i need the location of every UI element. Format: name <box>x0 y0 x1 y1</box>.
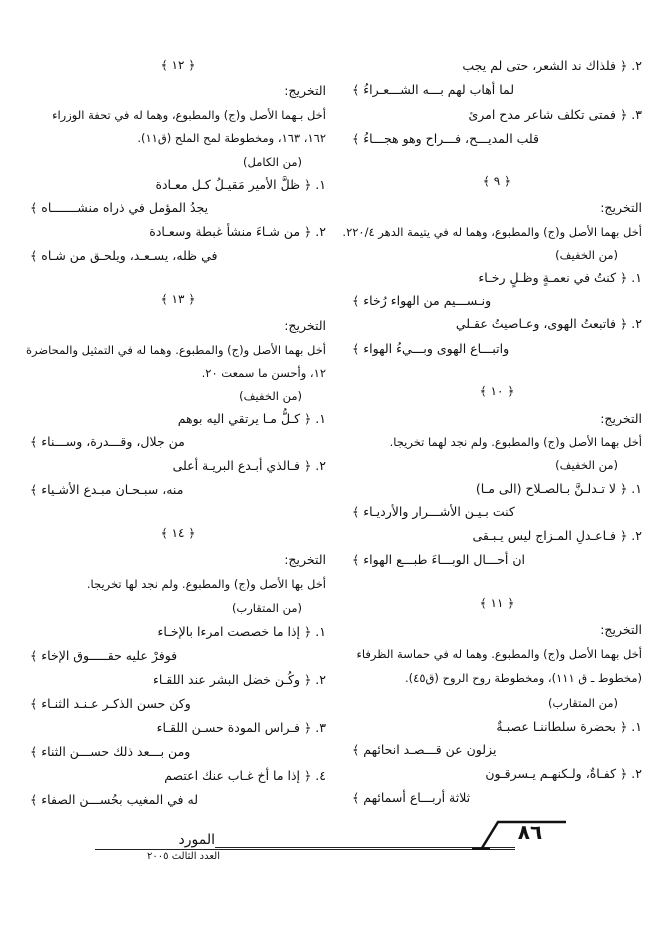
verse-second-hemistich: فوفرْ عليه حقـــــوق الإخاء ﴾ <box>30 648 178 663</box>
journal-title: المورد <box>178 832 215 848</box>
section-number: ﴿ ٩ ﴾ <box>482 174 512 188</box>
verse-second-hemistich: لما أهاب لهم بـــه الشـــعـراءُ ﴾ <box>352 82 515 97</box>
verse-first-hemistich: ١. ﴿ إذا ما خصصت امرءا بالإخـاء <box>157 624 326 639</box>
source-note: ١٦٢، ١٦٣، ومخطوطة لمح الملح (ق١١). <box>137 131 326 145</box>
verse-first-hemistich: ١. ﴿ كنتُ في نعمـةٍ وظـلٍ رخـاء <box>478 270 642 285</box>
footer-rule <box>95 849 515 850</box>
section-number: ﴿ ١٤ ﴾ <box>160 526 196 540</box>
source-note: أخل بها الأصل و(ج) والمطبوع. ولم نجد لها تخريجا. <box>86 577 326 591</box>
verse-first-hemistich: ٣. ﴿ فـراس المودة حسـن اللقـاء <box>156 720 326 735</box>
meter-label: (من المتقارب) <box>231 601 302 615</box>
issue-label: العدد الثالث ٢٠٠٥ <box>147 851 220 862</box>
page-number: ٨٦ <box>517 820 543 844</box>
meter-label: (من الخفيف) <box>555 458 618 472</box>
verse-second-hemistich: له في المغيب بحُســـن الصفاء ﴾ <box>30 792 199 807</box>
verse-first-hemistich: ٢. ﴿ من شـاءَ منشأ غبطة وسعـادة <box>149 224 326 239</box>
verse-first-hemistich: ٣. ﴿ فمتى تكلف شاعر مدح امرئ <box>468 107 642 122</box>
section-heading: التخريج: <box>600 411 642 426</box>
verse-second-hemistich: وكن حسن الذكـر عـنـد الثنـاء ﴾ <box>30 696 191 711</box>
source-note: أخل بهما الأصل و(ج) والمطبوع. ولم نجد لهما تخريجا. <box>389 435 642 449</box>
meter-label: (من الكامل) <box>243 155 302 169</box>
source-note: أخل بهما الأصل و(ج) والمطبوع، وهما له في يتيمة الدهر ٢٢٠/٤. <box>342 225 642 239</box>
verse-second-hemistich: كنت بـيـن الأشـــرار والأرديـاء ﴾ <box>352 504 515 519</box>
section-heading: التخريج: <box>284 552 326 567</box>
verse-first-hemistich: ٢. ﴿ فـاعـدلِ المـزاج ليس يـبـقى <box>472 528 642 543</box>
source-note: أخل بهما الأصل و(ج) والمطبوع. وهما له في التمثيل والمحاضرة <box>26 343 326 357</box>
verse-first-hemistich: ٢. ﴿ كفـاةٌ، ولـكنهـم يـسرقـون <box>485 766 642 781</box>
section-heading: التخريج: <box>284 318 326 333</box>
meter-label: (من المتقارب) <box>547 696 618 710</box>
section-heading: التخريج: <box>600 200 642 215</box>
verse-second-hemistich: يجدُ المؤمل في ذراه منشـــــــاه ﴾ <box>30 200 209 215</box>
section-heading: التخريج: <box>284 83 326 98</box>
section-number: ﴿ ١٢ ﴾ <box>160 58 196 72</box>
verse-first-hemistich: ٢. ﴿ وكُـن خضل البشر عند اللقـاء <box>152 672 326 687</box>
source-note: ١٢، وأحسن ما سمعت ٢٠. <box>201 366 326 380</box>
verse-first-hemistich: ١. ﴿ بحضرة سلطاننـا عصبـةٌ <box>496 719 642 734</box>
verse-second-hemistich: واتبـــاع الهوى وبـــيءُ الهواء ﴾ <box>352 341 510 356</box>
verse-second-hemistich: يزلون عن قـــصـد انحائهم ﴾ <box>352 742 497 757</box>
verse-second-hemistich: في ظله، يسـعـد، ويلحـق من شـاه ﴾ <box>30 248 218 263</box>
meter-label: (من الخفيف) <box>239 389 302 403</box>
section-number: ﴿ ١١ ﴾ <box>479 596 515 610</box>
source-note: أخل بـهما الأصل و(ج) والمطبوع، وهما له في تحفة الوزراء <box>52 108 326 122</box>
verse-first-hemistich: ٢. ﴿ فـالذي أبـدع البريـة أعلى <box>172 458 326 473</box>
verse-first-hemistich: ١. ﴿ لا تـدلـنَّ بـالصـلاح (الى مـا) <box>475 481 642 496</box>
meter-label: (من الخفيف) <box>555 248 618 262</box>
verse-first-hemistich: ٢. ﴿ فلذاك ند الشعر، حتى لم يجب <box>462 58 642 73</box>
section-number: ﴿ ١٠ ﴾ <box>479 384 515 398</box>
section-heading: التخريج: <box>600 622 642 637</box>
verse-second-hemistich: ثلاثة أربـــاع أسمائهم ﴾ <box>352 790 471 805</box>
verse-first-hemistich: ١. ﴿ كـلُّ مـا يرتقي اليه بوهم <box>177 411 326 426</box>
verse-first-hemistich: ٢. ﴿ فاتبعتُ الهوى، وعـاصيتُ عقـلي <box>455 316 642 331</box>
source-note: أخل بهما الأصل و(ج) والمطبوع. وهما له في حماسة الظرفاء <box>356 647 642 661</box>
verse-second-hemistich: قلب المديـــح، فـــراح وهو هجـــاءُ ﴾ <box>352 131 540 146</box>
section-number: ﴿ ١٣ ﴾ <box>160 292 196 306</box>
verse-first-hemistich: ١. ﴿ ظلَّ الأمير مَقيـلُ كـل معـادة <box>155 177 326 192</box>
source-note: (مخطوط ـ ق ١١١)، ومخطوطة روح الروح (ق٤٥). <box>404 671 642 685</box>
verse-second-hemistich: ومن بـــعد ذلك حســـن الثناء ﴾ <box>30 744 191 759</box>
verse-second-hemistich: من جلال، وقـــدرة، وســـناء ﴾ <box>30 434 185 449</box>
verse-second-hemistich: ان أحـــال الوبـــاءَ طبـــع الهواء ﴾ <box>352 552 526 567</box>
verse-second-hemistich: ونـســـيم من الهواء رُخاء ﴾ <box>352 293 492 308</box>
verse-second-hemistich: منه، سبـحـان مبـدع الأشـياء ﴾ <box>30 482 184 497</box>
verse-first-hemistich: ٤. ﴿ إذا ما أخ غـاب عنك اعتصم <box>164 768 326 783</box>
